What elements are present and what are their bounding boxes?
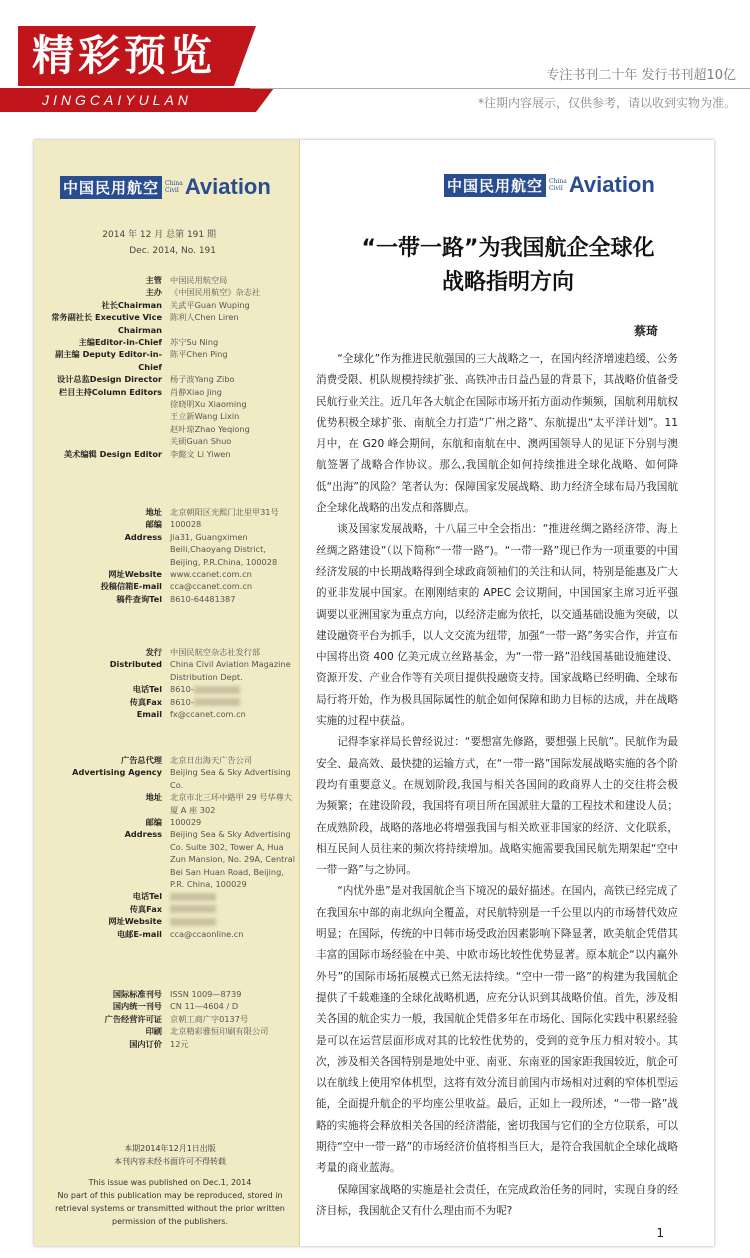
info-row [34, 286, 300, 298]
info-value: China Civil Aviation Magazine Distribution Dept. [170, 659, 291, 682]
logo-en-small: China Civil [549, 178, 567, 192]
article-paragraph: “内忧外患”是对我国航企当下境况的最好描述。在国内，高铁已经完成了在我国东中部的南北纵向全覆盖，对民航特别是一千公里以内的市场替代效应明显；在国际，传统的中日韩市场受政治因素影响下降显著，欧美航企凭借其丰富的国际市场经验在中美、中欧市场比较性优势显著。原本航企“以内赢外外号”的国际市场拓展模式已然无法持续。“空中一带一路”的构建为我国航企提供了千载难逢的全球化战略机遇，应充分认识到其战略价值。首先，涉及相关各国的航企实力一般，我国航企凭借多年在市场化、国际化实践中积累经验是可以在运营层面形成对其的比较性优势的，受到的竞争压力相对较小。其次，涉及相关各国特别是地处中亚、南亚、东南亚的国家距我国较近，航企可以在航线上使用窄体机型，这将有效分流目前国内市场相对过剩的窄体机型运能，全面提升航企的平均座公里收益。最后，正如上一段所述，“一带一路”战略的实施将会释放相关各国的经济潜能，密切我国与它们的全方位联系，可以期待“空中一带一路”的市场经济价值将相当巨大，是符合我国航企全球化战略考量的商业蓝海。 [316, 885, 678, 1175]
redacted-value [170, 918, 216, 926]
advertising-list [34, 754, 300, 940]
info-row [34, 988, 300, 1000]
banner-notice: *往期内容展示，仅供参考，请以收到实物为准。 [477, 96, 736, 110]
publish-date-en: This issue was published on Dec.1, 2014 [88, 1178, 252, 1187]
info-value: 王立新Wang Lixin [170, 411, 240, 422]
logo-en-big: Aviation [568, 172, 655, 197]
info-label: Distributed [109, 659, 162, 670]
copyright-notice [48, 1142, 292, 1228]
info-label: Address [124, 531, 162, 542]
info-value: 北京精彩雅恒印刷有限公司 [170, 1026, 269, 1037]
info-label: 广告总代理 [121, 755, 162, 765]
info-label: 国际标准刊号 [112, 989, 162, 999]
info-row [34, 766, 300, 791]
info-label: 国内订价 [129, 1038, 162, 1049]
info-value: cca@ccanet.com.cn [170, 581, 253, 592]
info-label: 设计总监Design Director [57, 374, 162, 385]
info-label: 邮编 [145, 519, 162, 530]
article-paragraph: “全球化”作为推进民航强国的三大战略之一，在国内经济增速趋缓、公务消费受限、机队规模持续扩张、高铁冲击日益凸显的背景下，其战略价值备受民航行业关注。近几年各大航企在国际市场开拓方面动作频频，国航利用航权优势积极全球扩张、南航全力打造“广州之路”、东航提出“太平洋计划”。11 月中，在 G20 峰会期间，东航和南航在中、澳两国领导人的见证下分别与澳航签署了战略合作协议。那么,我国航企如何持续推进全球化战略、如何降低“出海”的风险？笔者认为：保障国家发展战略、助力经济全球布局乃我国航企全球化战略的出发点和落脚点。 [316, 353, 678, 515]
info-label [34, 410, 170, 422]
info-label: 电邮E-mail [116, 928, 162, 939]
article-paragraph: 记得李家祥局长曾经说过：“要想富先修路，要想强上民航”。民航作为最安全、最高效、最快捷的运输方式，在“一带一路”国际发展战略实施的各个阶段均有重要意义。在规划阶段,我国与相关各国间的政商界人士的交往将会极为频繁；在建设阶段，我国将有项目所在国派驻大量的工程技术和建设人员；在成熟阶段，战略的落地必将增强我国与相关欧亚非国家的经济、文化联系，相互民间人员往来的频次将持续增加。战略实施需要我国民航先期架起“空中一带一路”与之协同。 [316, 736, 678, 877]
info-row [34, 593, 300, 605]
logo-cn: 中国民用航空 [60, 176, 162, 199]
info-value: 100028 [170, 519, 202, 530]
info-label: 栏目主持Column Editors [59, 386, 162, 397]
info-row [34, 568, 300, 580]
info-value: 12元 [170, 1038, 189, 1049]
issue-en: Dec. 2014, No. 191 [129, 246, 216, 256]
redacted-value [194, 686, 240, 694]
info-row [34, 683, 300, 695]
article-paragraph: 保障国家战略的实施是社会责任，在完成政治任务的同时，实现自身的经济目标，我国航企又有什么理由而不为呢? [316, 1183, 678, 1217]
info-label: 社长Chairman [101, 299, 162, 310]
info-label: 美术编辑 Design Editor [63, 448, 162, 459]
info-label: 常务副社长 Executive Vice Chairman [51, 312, 162, 335]
article-paragraph: 谈及国家发展战略，十八届三中全会指出：“推进丝绸之路经济带、海上丝绸之路建设”（以下简称“一带一路”)。“一带一路”现已作为一项重要的中国经济发展的中长期战略得到全球政商领袖们的关注和认同，特别是能惠及广大的亚非发展中国家。在刚刚结束的 APEC 会议期间，中国国家主席习近平强调要以亚洲国家为重点方向，以经济走廊为依托，以交通基础设施为突破，以建设融资平台为抓手，以人文交流为纽带，加强“一带一路”务实合作，并宣布中国将出资 400 亿美元成立丝路基金，为“一带一路”沿线国基础设施建设、资源开发、产业合作等有关项目提供投融资支持。国家战略已经明确、全球布局行将开始，作为极具国际属性的航企如何保障和助力目标的达成，并在战略实施的过程中获益。 [316, 523, 678, 728]
info-label [34, 423, 170, 435]
info-row [34, 386, 300, 398]
info-row [34, 915, 300, 927]
info-row [34, 928, 300, 940]
banner-pinyin: JINGCAIYULAN [42, 92, 192, 108]
info-label [34, 435, 170, 447]
info-row [34, 816, 300, 828]
distribution-list [34, 646, 300, 720]
info-label: 印刷 [145, 1026, 162, 1037]
info-label: 电话Tel [132, 684, 162, 695]
info-label: Email [136, 709, 162, 720]
info-row [34, 435, 300, 447]
info-row [34, 410, 300, 422]
info-row [34, 890, 300, 902]
article-title-line-2: 战略指明方向 [441, 270, 574, 295]
info-row [34, 1025, 300, 1037]
info-label: 传真Fax [129, 903, 162, 914]
info-value: 李懿文 Li Yiwen [170, 448, 231, 459]
info-value: 100029 [170, 817, 202, 828]
info-label: 副主编 Deputy Editor-in-Chief [55, 349, 162, 372]
info-label: 国内统一刊号 [112, 1001, 162, 1012]
magazine-spread [34, 140, 714, 1246]
info-label: 稿件查询Tel [116, 593, 162, 604]
article-body [316, 349, 678, 1222]
info-value: 北京朝阳区光熙门北里甲31号 [170, 507, 279, 517]
info-value: 8610- [170, 683, 296, 695]
banner-title: 精彩预览 [18, 26, 234, 86]
info-label: 网址Website [108, 569, 162, 580]
info-row [34, 423, 300, 435]
info-value: 苏宁Su Ning [170, 337, 219, 348]
info-label: 电话Tel [132, 891, 162, 902]
info-value [170, 915, 296, 927]
logo-cn: 中国民用航空 [444, 174, 546, 197]
info-value [170, 903, 296, 915]
info-label: 主办 [145, 287, 162, 298]
redacted-value [194, 698, 240, 706]
info-value: 赵叶琼Zhao Yeqiong [170, 423, 250, 434]
info-row [34, 373, 300, 385]
banner-tagline: 专注书刊二十年 发行书刊超10亿 [546, 68, 736, 83]
info-label: 传真Fax [129, 696, 162, 707]
info-row [34, 274, 300, 286]
info-value: fx@ccanet.com.cn [170, 709, 246, 720]
info-value [170, 890, 296, 902]
info-value: 中国民用航空局 [170, 275, 228, 285]
info-value: Beijing Sea & Sky Advertising Co. [170, 767, 291, 790]
info-value: 陈平Chen Ping [170, 349, 228, 360]
info-label: 广告经营许可证 [104, 1013, 162, 1024]
info-value: 8610- [170, 696, 296, 708]
info-label: 主编Editor-in-Chief [78, 337, 162, 348]
info-value: CN 11—4604 / D [170, 1001, 239, 1012]
info-value: 中国民航空杂志社发行部 [170, 647, 261, 657]
logo-en-small: China Civil [165, 180, 183, 194]
contact-list [34, 506, 300, 605]
info-row [34, 531, 300, 568]
redacted-value [170, 893, 216, 901]
info-value: 《中国民用航空》杂志社 [170, 287, 261, 298]
info-value: 杨子波Yang Zibo [170, 374, 235, 385]
info-row [34, 828, 300, 890]
info-row [34, 518, 300, 530]
info-value: 关硕Guan Shuo [170, 436, 232, 447]
info-label: 投稿信箱E-mail [100, 581, 162, 592]
info-row [34, 311, 300, 336]
info-row [34, 1038, 300, 1050]
info-label: 主管 [145, 275, 162, 285]
info-value: 京朝工商广字0137号 [170, 1013, 249, 1024]
info-row [34, 646, 300, 658]
info-label: 网址Website [108, 916, 162, 927]
info-value: 徐晓明Xu Xiaoming [170, 399, 247, 410]
info-row [34, 448, 300, 460]
info-value: cca@ccaonline.cn [170, 928, 244, 939]
info-value: ISSN 1009—8739 [170, 989, 242, 999]
info-label: 地址 [145, 507, 162, 517]
info-value: 8610-64481387 [170, 593, 236, 604]
info-row [34, 1000, 300, 1012]
info-row [34, 348, 300, 373]
info-row [34, 336, 300, 348]
info-row [34, 580, 300, 592]
info-row [34, 506, 300, 518]
info-value: 肖静Xiao Jing [170, 386, 222, 397]
masthead-list [34, 274, 300, 460]
info-row [34, 658, 300, 683]
masthead-page [34, 140, 300, 1246]
info-label [34, 398, 170, 410]
info-value: 关武平Guan Wuping [170, 299, 250, 310]
info-label: 邮编 [145, 817, 162, 828]
info-value: 陈利人Chen Liren [170, 312, 239, 323]
info-row [34, 398, 300, 410]
magazine-logo [444, 172, 655, 198]
info-value: 北京日出海天广告公司 [170, 755, 252, 765]
reprint-notice-cn: 本刊内容未经书面许可不得转载 [114, 1157, 226, 1166]
info-label: Address [124, 829, 162, 840]
article-page [302, 140, 714, 1246]
info-value: Jia31, Guangximen Beili,Chaoyang District, Beijing, P.R.China, 100028 [170, 531, 278, 567]
redacted-value [170, 905, 216, 913]
info-row [34, 754, 300, 766]
info-row [34, 696, 300, 708]
info-value: www.ccanet.com.cn [170, 569, 252, 580]
reprint-notice-en: No part of this publication may be reproduced, stored in retrieval systems or transmitted without the prior written permission of the publishers. [55, 1191, 285, 1226]
header-banner [0, 0, 750, 122]
article-author: 蔡琦 [633, 324, 658, 338]
logo-en-big: Aviation [184, 174, 271, 199]
info-label: 发行 [145, 647, 162, 657]
info-value: Beijing Sea & Sky Advertising Co. Suite 302, Tower A, Hua Zun Mansion, No. 29A, Central Bei San Huan Road, Beijing, P.R. China, 100029 [170, 829, 296, 890]
magazine-logo [60, 174, 271, 200]
info-row [34, 903, 300, 915]
registration-list [34, 988, 300, 1050]
info-value: 北京市北三环中路甲 29 号华尊大厦 A 座 302 [170, 792, 293, 815]
banner-divider [250, 88, 750, 89]
publish-date-cn: 本期2014年12月1日出版 [124, 1144, 216, 1153]
info-row [34, 299, 300, 311]
info-row [34, 708, 300, 720]
page-number: 1 [656, 1226, 664, 1240]
article-title-line-1: “一带一路”为我国航企全球化 [361, 236, 655, 261]
issue-cn: 2014 年 12 月 总第 191 期 [102, 230, 216, 240]
info-label: 地址 [145, 792, 162, 803]
info-row [34, 791, 300, 816]
info-label: Advertising Agency [72, 767, 162, 778]
info-row [34, 1013, 300, 1025]
